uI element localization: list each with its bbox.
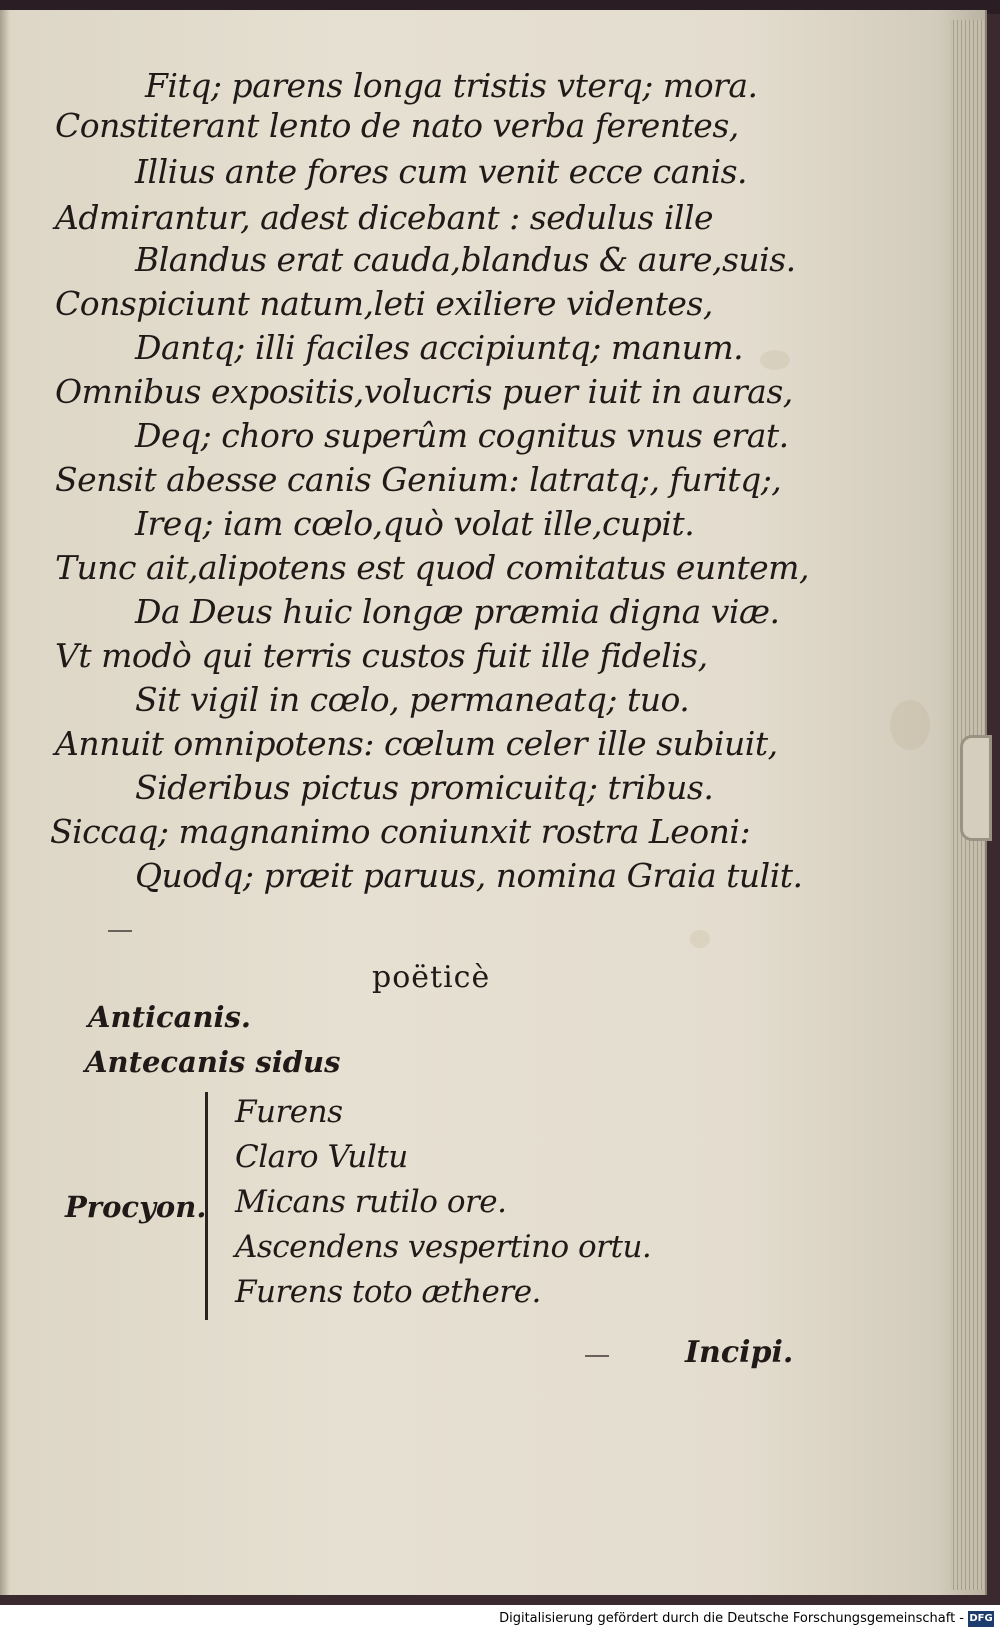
verse-line: Sensit abesse canis Genium: latratq;, furitq;, [55,460,782,499]
verse-line: Omnibus expositis,volucris puer iuit in auras, [55,372,793,411]
ornament-dash [108,930,132,932]
binding-edge [0,10,10,1595]
name-anticanis: Anticanis. [88,1000,251,1034]
verse-line: Da Deus huic longæ præmia digna viæ. [135,592,780,631]
name-antecanis-sidus: Antecanis sidus [85,1045,341,1079]
verse-line: Ireq; iam cœlo,quò volat ille,cupit. [135,504,695,543]
verse-line: Admirantur, adest dicebant : sedulus ille [55,198,714,237]
paper-stain [890,700,930,750]
verse-line: Vt modò qui terris custos fuit ille fidelis, [55,636,708,675]
verse-line: Constiterant lento de nato verba ferentes, [55,106,739,145]
section-title: poëticè [372,960,491,995]
catchword: Incipi. [685,1335,794,1370]
epithet-item: Claro Vultu [235,1139,408,1175]
verse-line: Blandus erat cauda,blandus & aure,suis. [135,240,796,279]
page-clip [960,735,992,841]
verse-line: Dantq; illi faciles accipiuntq; manum. [135,328,744,367]
verse-line: Tunc ait,alipotens est quod comitatus euntem, [55,548,809,587]
verse-line: Siccaq; magnanimo coniunxit rostra Leoni: [50,812,751,851]
paper-stain [760,350,790,370]
epithet-item: Furens toto æthere. [235,1274,541,1310]
ornament-dash [585,1355,609,1357]
verse-line: Illius ante fores cum venit ecce canis. [135,152,748,191]
dfg-logo-icon: DFG [968,1611,994,1627]
epithet-item: Furens [235,1094,343,1130]
footer-bar [0,1605,1000,1635]
verse-line: Quodq; præit paruus, nomina Graia tulit. [135,856,803,895]
procyon-label: Procyon. [65,1190,207,1224]
verse-line: Annuit omnipotens: cœlum celer ille subiuit, [55,724,778,763]
verse-line: Deq; choro superûm cognitus vnus erat. [135,416,789,455]
verse-line: Fitq; parens longa tristis vterq; mora. [145,66,758,105]
verse-line: Sideribus pictus promicuitq; tribus. [135,768,714,807]
paper-stain [690,930,710,948]
epithet-item: Micans rutilo ore. [235,1184,507,1220]
verse-line: Sit vigil in cœlo, permaneatq; tuo. [135,680,690,719]
verse-line: Conspiciunt natum,leti exiliere videntes, [55,284,713,323]
footer-credit: Digitalisierung gefördert durch die Deutsche Forschungsgemeinschaft - [499,1611,964,1626]
grouping-brace [205,1092,222,1320]
epithet-item: Ascendens vespertino ortu. [235,1229,652,1265]
